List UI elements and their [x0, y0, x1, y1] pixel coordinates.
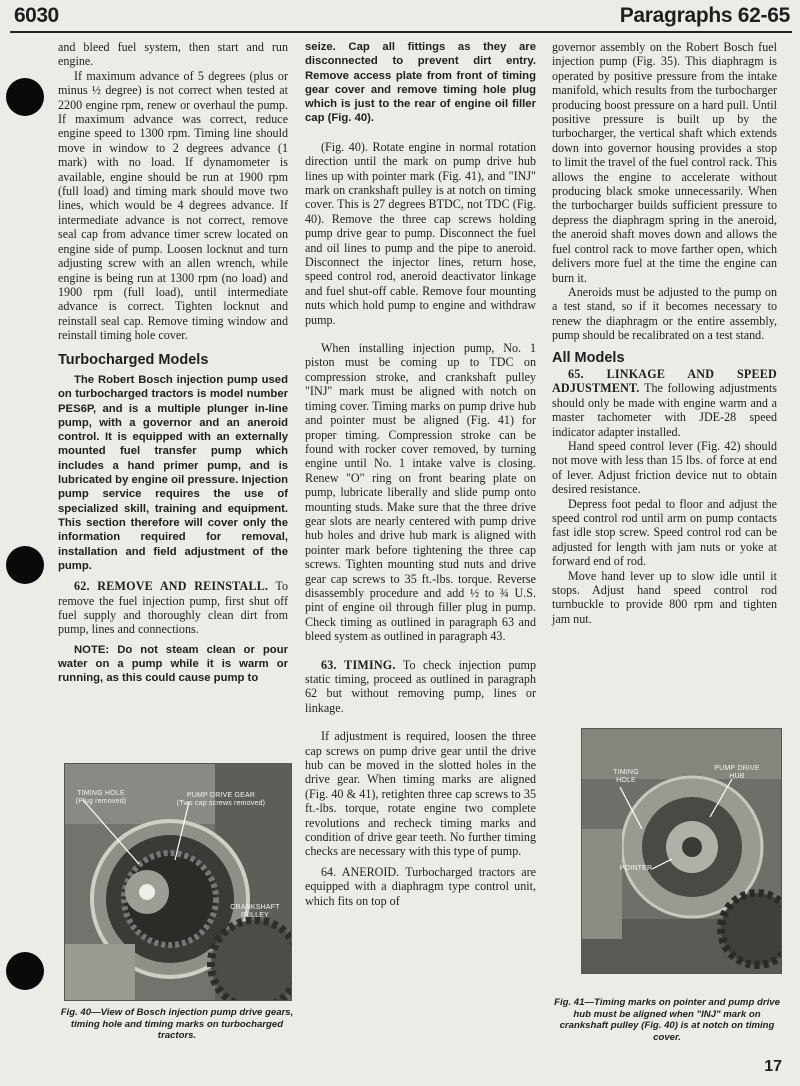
page-number: 17 — [764, 1058, 782, 1075]
fig40-label-pump-drive-gear: PUMP DRIVE GEAR (Two cap screws removed) — [176, 792, 266, 807]
fig41-label-pump-drive-hub: PUMP DRIVE HUB — [714, 765, 760, 780]
heading-all-models: All Models — [552, 349, 625, 366]
binder-hole-bottom — [6, 952, 44, 990]
fig41-label-pointer: POINTER — [619, 865, 653, 872]
column-2 — [305, 40, 536, 908]
figure-40-caption: Fig. 40—View of Bosch injection pump drive gears, timing hole and timing marks on turbocharged tractors. — [60, 1007, 294, 1042]
page-header-paragraphs: Paragraphs 62-65 — [619, 4, 790, 27]
fig40-label-crankshaft-pulley: CRANKSHAFT PULLEY — [230, 904, 280, 919]
col2-paragraph-64 — [305, 865, 536, 908]
col2-paragraph-1: seize. Cap all fittings as they are disconnected to prevent dirt entry. Remove access plate from front of timing gear cover and remove timing hole plug which is just to the rear of engine oil filler cap (Fig. 40). — [305, 41, 536, 125]
page-header-model: 6030 — [14, 4, 59, 27]
col2-paragraph-3: When installing injection pump, No. 1 piston must be coming up to TDC on compression stroke, and crankshaft pulley "INJ" mark must be aligned with notch on timing cover. Timing marks on pump drive hub and pointer must be aligned (Fig. 41) for proper timing. Compression stroke can be found with rocker cover removed, by turning engine until No. 1 intake valve is closing. Renew "O" ring on front bearing plate on pump, lubricate liberally and slide pump onto mounting studs. Make sure that the three drive gear slots are nearly centered with pump drive hub holes and drive hub mark is aligned with pointer mark before tightening the three cap screws. Tighten mounting stud nuts and drive gear cap screws to 35 ft.-lbs. torque. Reverse disassembly procedure and add ½ to ¾ U.S. pint of engine oil through filler plug in pump. Check timing as outlined in paragraph 63 and bleed system as outlined in paragraph 43. — [305, 341, 536, 644]
paragraph-62-text: To remove the fuel injection pump, first shut off fuel supply and thoroughly clean dirt from pump, lines and connections. — [58, 579, 288, 637]
col1-paragraph-62 — [58, 579, 288, 637]
header-rule — [10, 31, 792, 33]
col1-paragraph-2: If maximum advance of 5 degrees (plus or minus ½ degree) is not correct when tested at 2200 engine rpm, renew or overhaul the pump. If maximum advance was correct, reduce engine speed to 1300 rpm. Timing line should move in window to 2 degrees advance (1 mark) with no load. If dynamometer is available, engine should be run at 1900 rpm (full load) and timing mark should move two lines, which would be 4 degrees advance. If intermediate advance is not correct, remove seal cap from advance timer screw located on engine side of pump. Loosen locknut and turn adjusting screw with an allen wrench, while engine is being run at 1300 rpm (no load) and 1900 rpm (full load), until intermediate advance is correct. Tighten locknut and reinstall seal cap. Remove timing window and reinstall timing hole cover. — [58, 68, 288, 343]
col1-paragraph-1: and bleed fuel system, then start and run engine. — [58, 40, 288, 69]
col3-paragraph-5: Depress foot pedal to floor and adjust the speed control rod until arm on pump contacts fast idle stop screw. Speed control rod can be adjusted for length with jam nuts or yoke at forward end of rod. — [552, 496, 777, 569]
col2-paragraph-5: If adjustment is required, loosen the three cap screws on pump drive gear until the drive hub can be moved in the slotted holes in the drive gear. When timing marks are aligned (Fig. 40 & 41), retighten three cap screws to 35 ft.-lbs. torque, rotate engine two complete revolutions and recheck timing marks and condition of drive gear teeth. No further timing checks are necessary with this type of pump. — [305, 729, 536, 859]
paragraph-63-title: 63. TIMING. — [321, 657, 396, 672]
binder-hole-top — [6, 78, 44, 116]
col3-paragraph-4: Hand speed control lever (Fig. 42) should not move with less than 15 lbs. of force at end of lever. Adjust friction device nut to obtain desired resistance. — [552, 438, 777, 497]
paragraph-63-text: To check injection pump static timing, proceed as outlined in paragraph 62 but without removing pump, lines or linkage. — [305, 657, 536, 715]
paragraph-64-title: 64. ANEROID. — [321, 864, 400, 879]
col3-paragraph-1: governor assembly on the Robert Bosch fuel injection pump (Fig. 35). This diaphragm is operated by positive pressure from the intake manifold, which results from the turbocharger producing boost pressure on a hard pull. Until positive pressure is built up by the turbocharger, the vertical shaft which extends down into governor housing provides a stop to limit the travel of the fuel control rack. This allows the engine to accelerate without producing black smoke unnecessarily. When the turbocharger builds sufficient pressure to depress the diaphragm spring in the aneroid, the aneroid shaft moves down and allows the fuel control rack to move farther open, which delivers more fuel at the time the engine can burn it. — [552, 40, 777, 285]
fig40-label-timing-hole: TIMING HOLE (Plug removed) — [75, 790, 127, 805]
paragraph-65-title: 65. LINKAGE AND SPEED ADJUSTMENT. — [552, 366, 777, 396]
figure-41-caption: Fig. 41—Timing marks on pointer and pump drive hub must be aligned when "INJ" mark on crankshaft pulley (Fig. 40) is at notch on timing cover. — [554, 997, 780, 1043]
heading-turbocharged-models: Turbocharged Models — [58, 351, 209, 368]
col2-paragraph-2: (Fig. 40). Rotate engine in normal rotation direction until the mark on pump drive hub lines up with pointer mark (Fig. 41), and "INJ" mark on crankshaft pulley is at notch on timing cover. This is 27 degrees BTDC, not TDC (Fig. 40). Remove the three cap screws holding pump drive gear to pump. Disconnect the fuel and oil lines to pump and the pipe to aneroid. Disconnect the injector lines, return hose, speed control rod, aneroid deactivator linkage and fuel shut-off cable. Remove four mounting nuts which hold pump to engine and withdraw pump. — [305, 139, 536, 327]
col1-paragraph-turbo-intro: The Robert Bosch injection pump used on turbocharged tractors is model number PES6P, and is a multiple plunger in-line pump, with a governor and an aneroid control. It is equipped with an externally mounted fuel transfer pump which includes a hand primer pump, and is lubricated by engine oil pressure. Injection pump service requires the use of specialized skill, training and equipment. This section therefore will cover only the information required for removal, installation and field adjustment of the pump. — [58, 373, 288, 572]
column-3 — [552, 40, 777, 626]
paragraph-62-title: 62. REMOVE AND REINSTALL. — [74, 579, 269, 594]
col3-paragraph-65 — [552, 367, 777, 439]
column-1 — [58, 40, 288, 686]
fig41-label-timing-hole: TIMING HOLE — [613, 769, 639, 784]
col1-note: NOTE: Do not steam clean or pour water on a pump while it is warm or running, as this could cause pump to — [58, 643, 288, 685]
figure-40-photo — [64, 763, 292, 1001]
col3-paragraph-2: Aneroids must be adjusted to the pump on a test stand, so if it becomes necessary to renew the diaphragm or the entire assembly, pump should be recalibrated on a test stand. — [552, 284, 777, 343]
paragraph-65-text: The following adjustments should only be made with engine warm and a master tachometer with JDE-28 speed indicator adapter installed. — [552, 381, 777, 439]
paragraph-64-text: Turbocharged tractors are equipped with a diaphragm type control unit, which fits on top of — [305, 864, 536, 908]
col2-paragraph-63 — [305, 658, 536, 716]
figure-41-photo — [581, 728, 782, 974]
col3-paragraph-6: Move hand lever up to slow idle until it stops. Adjust hand speed control rod turnbuckle to provide 800 rpm and tighten jam nut. — [552, 568, 777, 626]
binder-hole-middle — [6, 546, 44, 584]
